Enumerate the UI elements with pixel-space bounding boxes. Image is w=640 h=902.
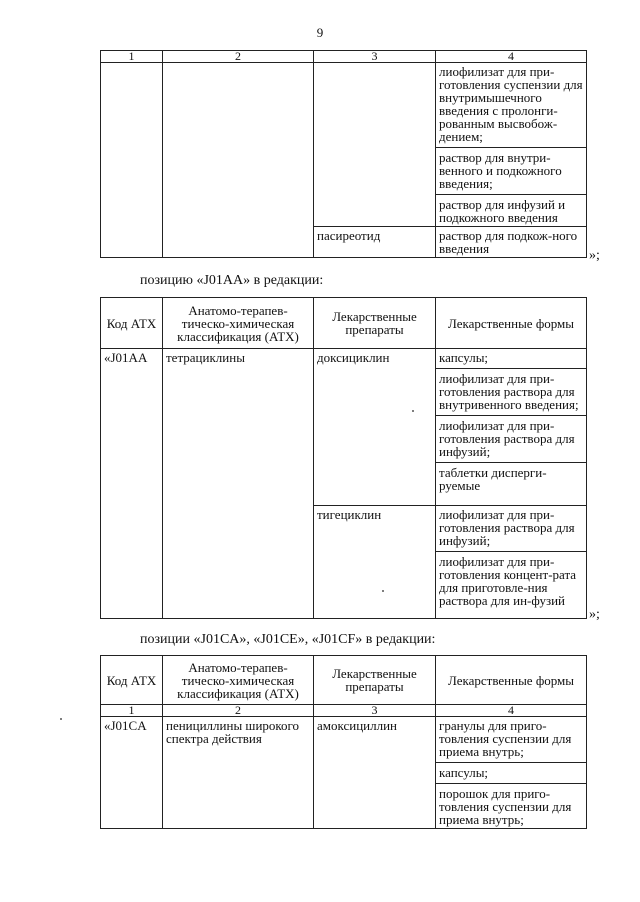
scan-speck [60,718,62,720]
table-row [101,717,587,829]
forms-cell [436,506,587,619]
drug-cell: амоксициллин [314,717,436,829]
page-number: 9 [316,25,324,40]
code-cell: «J01AA [101,349,163,619]
scan-speck [382,590,384,592]
col-number: 4 [436,51,587,63]
section-intro: позиции «J01CA», «J01CE», «J01CF» в редакции: [140,632,436,647]
dosage-form: лиофилизат для при-готовления раствора для инфузий; [439,507,575,548]
forms-cell [436,349,587,506]
column-numbers-row [101,705,587,717]
dosage-form: лиофилизат для при-готовления раствора для инфузий; [436,415,586,460]
col-number: 3 [314,705,436,717]
dosage-form: капсулы; [436,762,586,781]
dosage-form: гранулы для приго-товления суспензии для приема внутрь; [439,718,572,759]
scan-speck [412,410,414,412]
dosage-form: лиофилизат для при-готовления концент-рата для приготовле-ния раствора для ин-фузий [436,551,586,609]
column-numbers-row [101,51,587,63]
class-cell [163,63,314,258]
header-class: Анатомо-терапев-тическо-химическая классификация (АТХ) [163,656,314,705]
header-code: Код АТХ [101,298,163,349]
drug-cell [314,63,436,227]
table-row [101,349,587,506]
quote-close: »; [589,248,600,263]
drug-cell: пасиреотид [314,227,436,258]
forms-cell [436,63,587,227]
col-number: 2 [163,51,314,63]
quote-close: »; [589,607,600,622]
dosage-form: лиофилизат для при-готовления суспензии для внутримышечного введения с пролонги-рованным высвобож-дением; [439,64,583,144]
drug-cell: доксициклин [314,349,436,506]
drug-cell: тигециклин [314,506,436,619]
code-cell [101,63,163,258]
forms-cell [436,717,587,829]
dosage-form: таблетки дисперги-руемые [436,462,586,494]
col-number: 1 [101,51,163,63]
table-row [101,63,587,227]
col-number: 4 [436,705,587,717]
col-number: 2 [163,705,314,717]
class-cell: пенициллины широкого спектра действия [163,717,314,829]
class-cell: тетрациклины [163,349,314,619]
table-j01ca [100,655,587,829]
code-cell: «J01CA [101,717,163,829]
col-number: 1 [101,705,163,717]
dosage-form: раствор для внутри-венного и подкожного введения; [436,147,586,192]
dosage-form: порошок для приго-товления суспензии для приема внутрь; [436,783,586,828]
table-j01aa [100,297,587,619]
header-drugs: Лекарственные препараты [314,656,436,705]
header-row [101,656,587,705]
dosage-form: капсулы; [439,350,489,365]
table-continuation [100,50,587,258]
col-number: 3 [314,51,436,63]
section-intro: позицию «J01AA» в редакции: [140,273,324,288]
dosage-form: лиофилизат для при-готовления раствора для внутривенного введения; [436,368,586,413]
header-code: Код АТХ [101,656,163,705]
header-class: Анатомо-терапев-тическо-химическая классификация (АТХ) [163,298,314,349]
header-forms: Лекарственные формы [436,656,587,705]
header-row [101,298,587,349]
header-drugs: Лекарственные препараты [314,298,436,349]
dosage-form: раствор для подкож-ного введения [436,227,587,258]
dosage-form: раствор для инфузий и подкожного введения [436,194,586,226]
header-forms: Лекарственные формы [436,298,587,349]
